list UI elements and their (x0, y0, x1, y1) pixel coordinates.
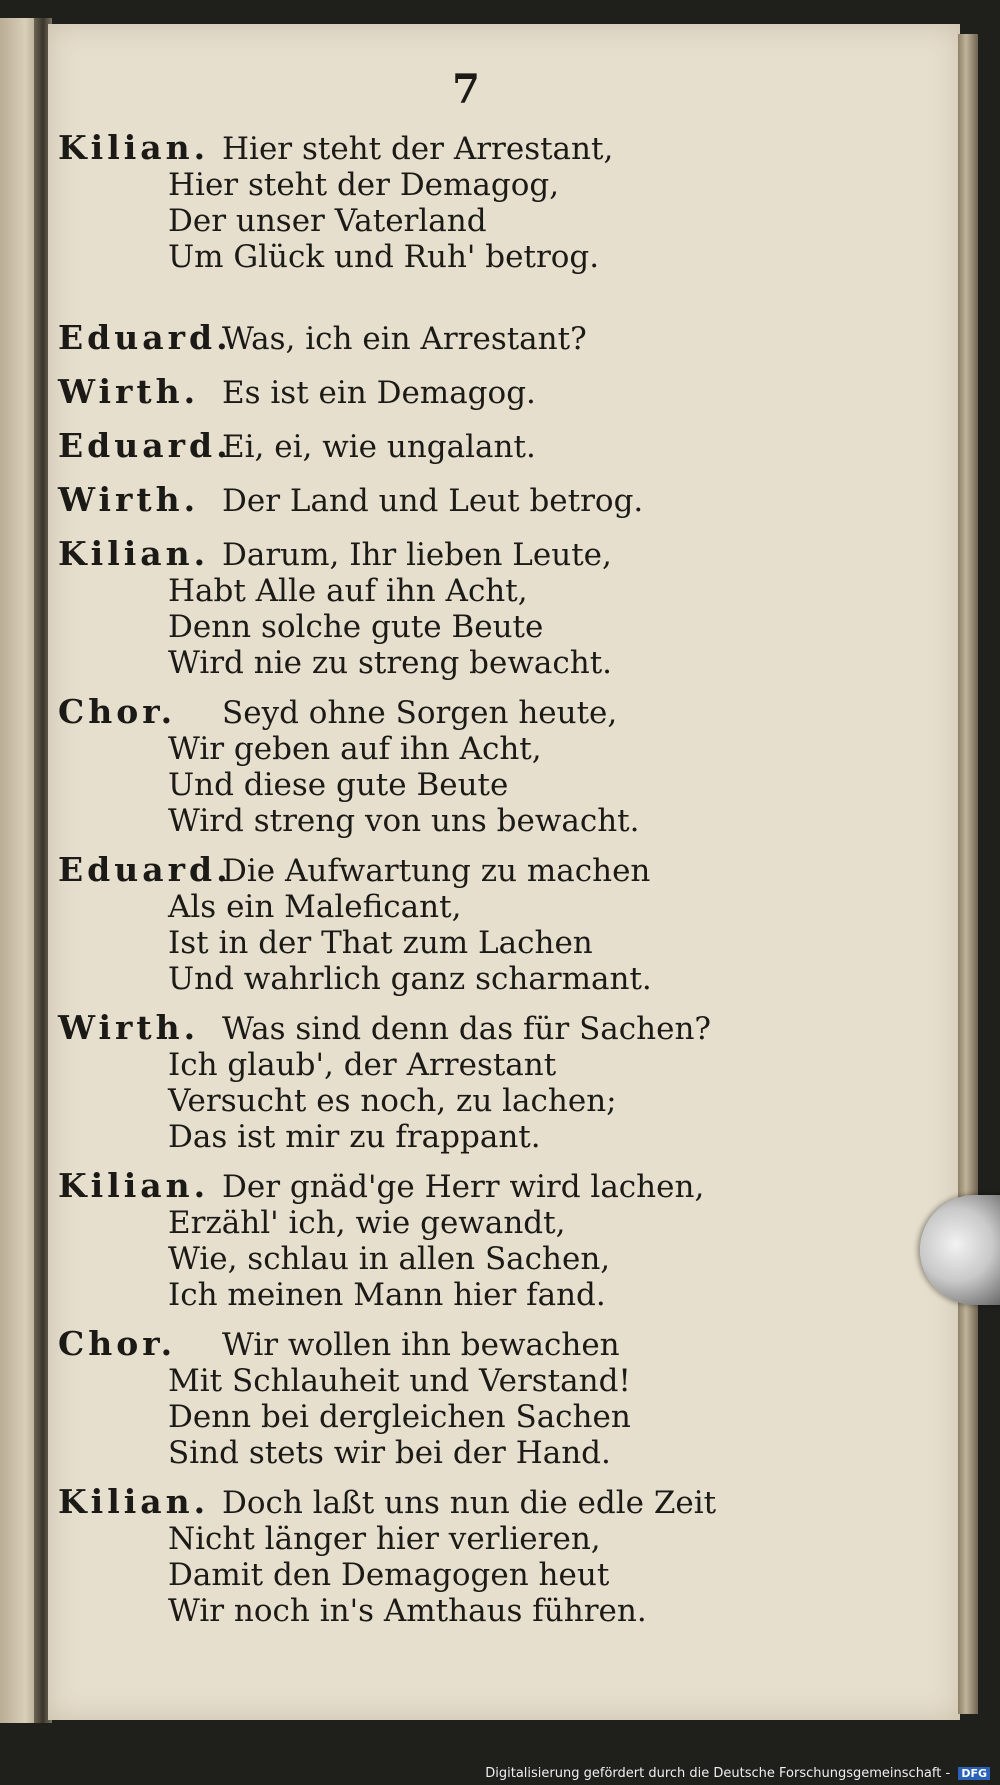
verse-line: Das ist mir zu frappant. (168, 1119, 541, 1155)
page-stack-edge (958, 34, 978, 1714)
verse-line: Habt Alle auf ihn Acht, (168, 573, 528, 609)
stanza-first-row (58, 1008, 930, 1047)
speaker-name: Eduard. (58, 426, 232, 465)
verse-line: Ist in der That zum Lachen (168, 925, 593, 961)
speaker-name: Chor. (58, 1324, 177, 1363)
verse-line: Denn solche gute Beute (168, 609, 544, 645)
verse-line: Es ist ein Demagog. (222, 375, 536, 411)
verse-line: Der gnäd'ge Herr wird lachen, (222, 1169, 705, 1205)
speaker-name: Wirth. (58, 1008, 200, 1047)
stanza-first-row (58, 692, 930, 731)
speaker-name: Eduard. (58, 850, 232, 889)
verse-line: Als ein Maleficant, (168, 889, 462, 925)
speaker-name: Wirth. (58, 480, 200, 519)
verse-line: Wir wollen ihn bewachen (222, 1327, 620, 1363)
verse-line: Die Aufwartung zu machen (222, 853, 651, 889)
verse-line: Denn bei dergleichen Sachen (168, 1399, 631, 1435)
stanza-first-row (58, 128, 930, 167)
speaker-name: Kilian. (58, 128, 210, 167)
verse-line: Wird nie zu streng bewacht. (168, 645, 613, 681)
verse-line: Der unser Vaterland (168, 203, 487, 239)
verse-line: Sind stets wir bei der Hand. (168, 1435, 611, 1471)
verse-line: Was sind denn das für Sachen? (222, 1011, 712, 1047)
stanza-first-row (58, 1166, 930, 1205)
verse-line: Der Land und Leut betrog. (222, 483, 644, 519)
digitization-credit (485, 1766, 990, 1781)
verse-line: Darum, Ihr lieben Leute, (222, 537, 612, 573)
verse-line: Ei, ei, wie ungalant. (222, 429, 536, 465)
stanza (58, 1482, 930, 1629)
verse-line: Nicht länger hier verlieren, (168, 1521, 601, 1557)
verse-line: Doch laßt uns nun die edle Zeit (222, 1485, 717, 1521)
stanza (58, 1008, 930, 1155)
speaker-name: Eduard. (58, 318, 232, 357)
stanza (58, 534, 930, 681)
page-number: 7 (452, 66, 480, 113)
stanza-first-row (58, 480, 930, 519)
verse-line: Wie, schlau in allen Sachen, (168, 1241, 611, 1277)
stanza-first-row (58, 426, 930, 465)
stanza (58, 480, 930, 519)
verse-line: Erzähl' ich, wie gewandt, (168, 1205, 566, 1241)
verse-line: Mit Schlauheit und Verstand! (168, 1363, 631, 1399)
stanza (58, 850, 930, 997)
verse-line: Um Glück und Ruh' betrog. (168, 239, 600, 275)
speaker-name: Kilian. (58, 1482, 210, 1521)
dfg-logo: DFG (958, 1767, 990, 1780)
speaker-name: Kilian. (58, 534, 210, 573)
speaker-name: Chor. (58, 692, 177, 731)
stanza (58, 128, 930, 275)
verse-line: Damit den Demagogen heut (168, 1557, 610, 1593)
verse-line: Und diese gute Beute (168, 767, 509, 803)
stanza-first-row (58, 1324, 930, 1363)
stanza-first-row (58, 372, 930, 411)
verse-line: Hier steht der Demagog, (168, 167, 560, 203)
stanza (58, 1324, 930, 1471)
stanza-first-row (58, 318, 930, 357)
stanza (58, 372, 930, 411)
stanza (58, 318, 930, 357)
verse-line: Wir noch in's Amthaus führen. (168, 1593, 647, 1629)
speaker-name: Wirth. (58, 372, 200, 411)
verse-line: Hier steht der Arrestant, (222, 131, 614, 167)
verse-line: Wird streng von uns bewacht. (168, 803, 640, 839)
verse-line: Wir geben auf ihn Acht, (168, 731, 542, 767)
stanza (58, 1166, 930, 1313)
stanza-first-row (58, 850, 930, 889)
verse-line: Und wahrlich ganz scharmant. (168, 961, 652, 997)
credit-text: Digitalisierung gefördert durch die Deutsche Forschungsgemeinschaft - (485, 1766, 951, 1781)
verse-line: Ich meinen Mann hier fand. (168, 1277, 606, 1313)
verse-line: Seyd ohne Sorgen heute, (222, 695, 618, 731)
stanza-first-row (58, 1482, 930, 1521)
verse-line: Ich glaub', der Arrestant (168, 1047, 557, 1083)
stanza (58, 692, 930, 839)
verse-line: Was, ich ein Arrestant? (222, 321, 587, 357)
stanza-first-row (58, 534, 930, 573)
verse-line: Versucht es noch, zu lachen; (168, 1083, 617, 1119)
stanza (58, 426, 930, 465)
speaker-name: Kilian. (58, 1166, 210, 1205)
